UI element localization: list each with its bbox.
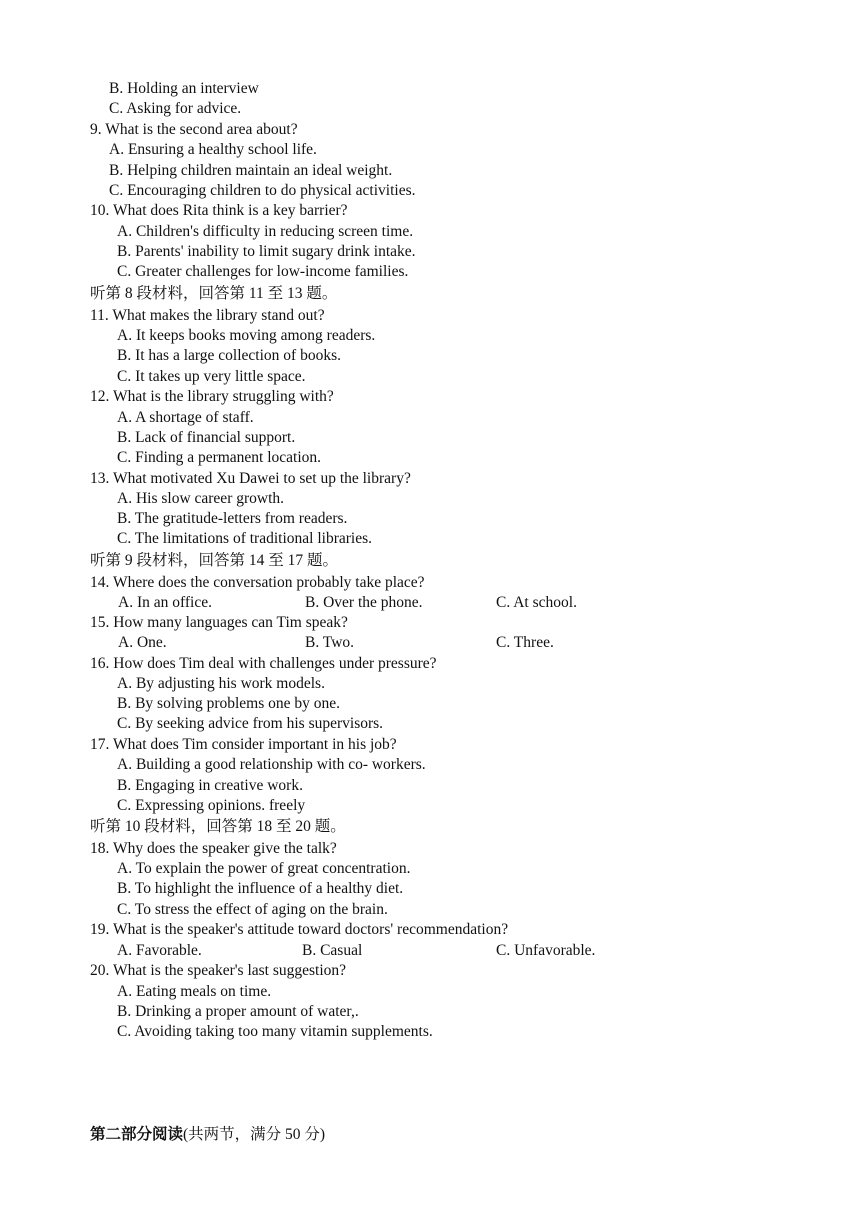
option-17c: C. Expressing opinions. freely: [117, 797, 306, 814]
question-12: 12. What is the library struggling with?: [90, 388, 334, 405]
question-19: 19. What is the speaker's attitude toward doctors' recommendation?: [90, 921, 509, 938]
option-8c: C. Asking for advice.: [109, 100, 242, 117]
option-14a: A. In an office.: [118, 594, 212, 611]
option-9c: C. Encouraging children to do physical activities.: [109, 182, 416, 199]
option-15c: C. Three.: [496, 634, 554, 651]
option-13c: C. The limitations of traditional libraries.: [117, 530, 372, 547]
option-20a: A. Eating meals on time.: [117, 983, 272, 1000]
option-20b: B. Drinking a proper amount of water,.: [117, 1003, 359, 1020]
option-14c: C. At school.: [496, 594, 577, 611]
option-10c: C. Greater challenges for low-income families.: [117, 263, 409, 280]
section-heading-tail: (共两节，满分 50 分): [183, 1126, 326, 1143]
option-12b: B. Lack of financial support.: [117, 429, 296, 446]
section-heading: [90, 1125, 325, 1145]
option-12a: A. A shortage of staff.: [117, 409, 254, 426]
option-15b: B. Two.: [305, 634, 355, 651]
option-11c: C. It takes up very little space.: [117, 368, 306, 385]
question-17: 17. What does Tim consider important in his job?: [90, 736, 397, 753]
question-11: 11. What makes the library stand out?: [90, 307, 325, 324]
option-15a: A. One.: [118, 634, 167, 651]
option-9a: A. Ensuring a healthy school life.: [109, 141, 317, 158]
question-16: 16. How does Tim deal with challenges under pressure?: [90, 655, 437, 672]
section-heading-main: 第二部分阅读: [90, 1126, 184, 1143]
option-18a: A. To explain the power of great concentration.: [117, 860, 411, 877]
question-9: 9. What is the second area about?: [90, 121, 298, 138]
question-10: 10. What does Rita think is a key barrier?: [90, 202, 348, 219]
option-16b: B. By solving problems one by one.: [117, 695, 341, 712]
question-18: 18. Why does the speaker give the talk?: [90, 840, 337, 857]
listening-instruction-10: 听第 10 段材料，回答第 18 至 20 题。: [90, 818, 346, 835]
option-18b: B. To highlight the influence of a healthy diet.: [117, 880, 404, 897]
question-14: 14. Where does the conversation probably take place?: [90, 574, 425, 591]
question-20: 20. What is the speaker's last suggestion?: [90, 962, 347, 979]
listening-instruction-9: 听第 9 段材料，回答第 14 至 17 题。: [90, 552, 339, 569]
option-9b: B. Helping children maintain an ideal weight.: [109, 162, 393, 179]
option-13b: B. The gratitude-letters from readers.: [117, 510, 348, 527]
option-11a: A. It keeps books moving among readers.: [117, 327, 376, 344]
option-20c: C. Avoiding taking too many vitamin supplements.: [117, 1023, 433, 1040]
option-10b: B. Parents' inability to limit sugary drink intake.: [117, 243, 416, 260]
option-10a: A. Children's difficulty in reducing screen time.: [117, 223, 414, 240]
question-15: 15. How many languages can Tim speak?: [90, 614, 348, 631]
question-13: 13. What motivated Xu Dawei to set up the library?: [90, 470, 411, 487]
option-8b: B. Holding an interview: [109, 80, 259, 97]
option-19a: A. Favorable.: [117, 942, 202, 959]
option-16c: C. By seeking advice from his supervisors.: [117, 715, 384, 732]
listening-instruction-8: 听第 8 段材料，回答第 11 至 13 题。: [90, 285, 338, 302]
option-12c: C. Finding a permanent location.: [117, 449, 322, 466]
option-19c: C. Unfavorable.: [496, 942, 596, 959]
option-16a: A. By adjusting his work models.: [117, 675, 325, 692]
option-19b: B. Casual: [302, 942, 363, 959]
option-13a: A. His slow career growth.: [117, 490, 285, 507]
option-11b: B. It has a large collection of books.: [117, 347, 341, 364]
option-14b: B. Over the phone.: [305, 594, 423, 611]
option-17b: B. Engaging in creative work.: [117, 777, 303, 794]
option-17a: A. Building a good relationship with co- workers.: [117, 756, 426, 773]
option-18c: C. To stress the effect of aging on the brain.: [117, 901, 388, 918]
